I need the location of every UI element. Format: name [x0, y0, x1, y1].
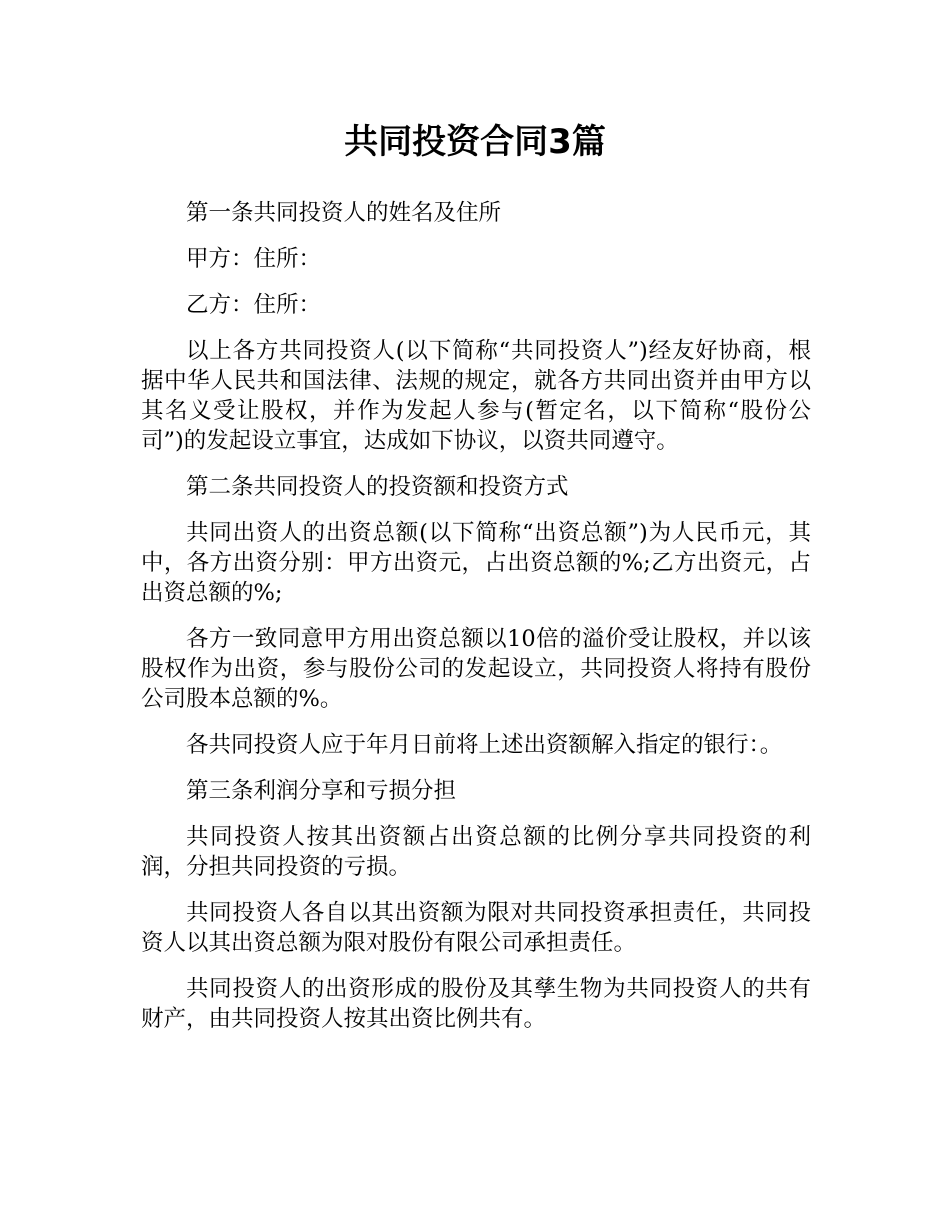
contribution-total-paragraph: 共同出资人的出资总额(以下简称“出资总额”)为人民币元，其中，各方出资分别：甲方出资元，占出资总额的%;乙方出资元，占出资总额的%; [141, 520, 811, 606]
liability-paragraph: 共同投资人各自以其出资额为限对共同投资承担责任，共同投资人以其出资总额为限对股份有限公司承担责任。 [141, 900, 811, 956]
party-b-line: 乙方：住所： [186, 292, 322, 318]
profit-sharing-paragraph: 共同投资人按其出资额占出资总额的比例分享共同投资的利润，分担共同投资的亏损。 [141, 824, 811, 880]
joint-property-paragraph: 共同投资人的出资形成的股份及其孳生物为共同投资人的共有财产，由共同投资人按其出资比例共有。 [141, 976, 811, 1032]
equity-transfer-paragraph: 各方一致同意甲方用出资总额以10倍的溢价受让股权，并以该股权作为出资，参与股份公司的发起设立，共同投资人将持有股份公司股本总额的%。 [141, 626, 811, 712]
payment-deadline-paragraph: 各共同投资人应于年月日前将上述出资额解入指定的银行：。 [186, 732, 783, 758]
party-a-line: 甲方：住所： [186, 246, 322, 272]
clause-heading-3: 第三条利润分享和亏损分担 [186, 778, 457, 804]
clause-heading-2: 第二条共同投资人的投资额和投资方式 [186, 474, 569, 500]
preamble-paragraph: 以上各方共同投资人(以下简称“共同投资人”)经友好协商，根据中华人民共和国法律、法规的规定，就各方共同出资并由甲方以其名义受让股权，并作为发起人参与(暂定名，以下简称“股份公司”)的发起设立事宜，达成如下协议，以资共同遵守。 [141, 338, 811, 454]
clause-heading-1: 第一条共同投资人的姓名及住所 [186, 200, 502, 226]
document-body [141, 198, 811, 1050]
document-title: 共同投资合同3篇 [344, 122, 606, 162]
